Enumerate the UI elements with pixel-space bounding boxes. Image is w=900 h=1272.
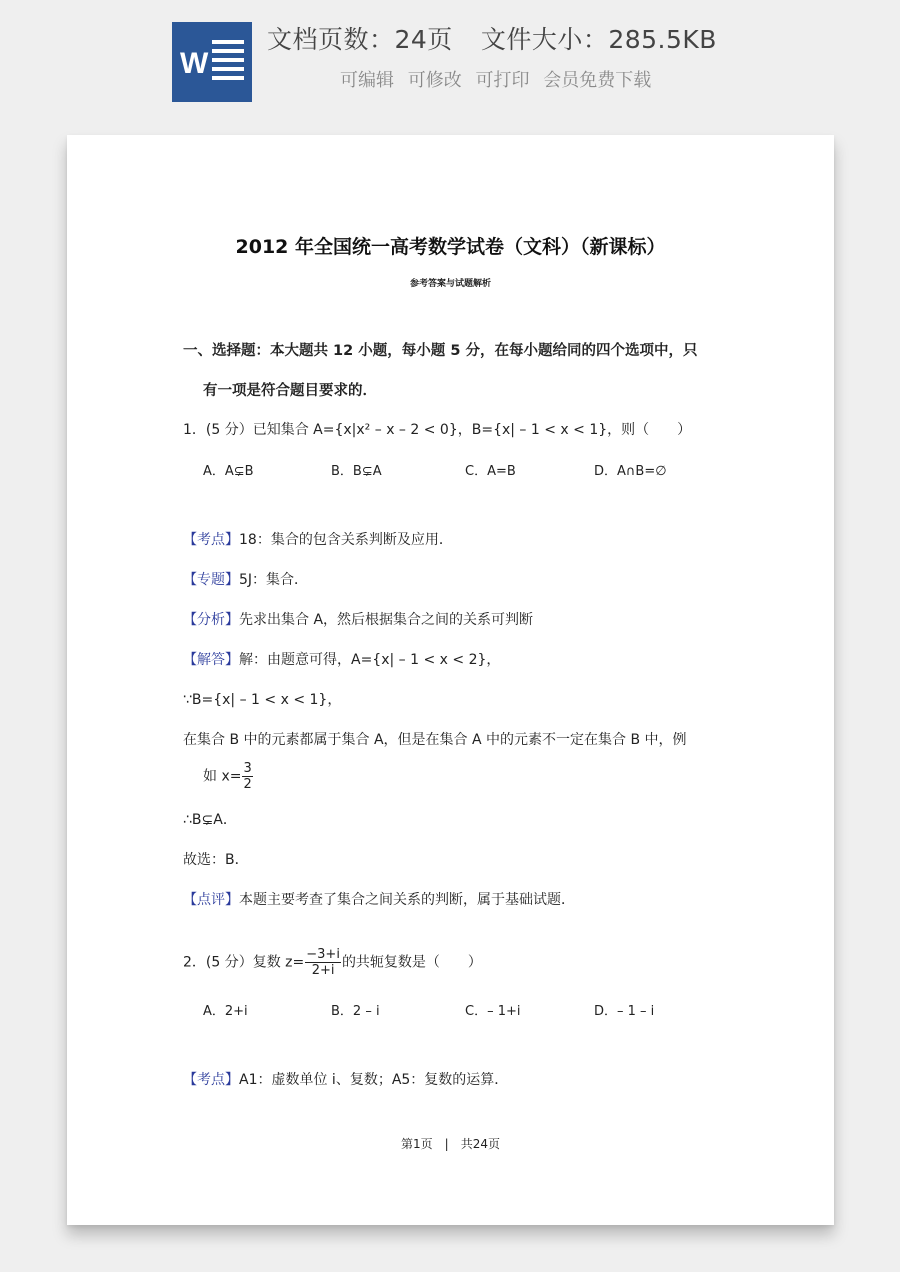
question-1-option-d: D．A∩B=∅ — [594, 464, 667, 479]
document-subtitle: 参考答案与试题解析 — [409, 279, 491, 289]
q1-example-fraction — [242, 761, 252, 792]
page-count: 文档页数：24页 — [267, 25, 453, 54]
question-2-option-c: C．– 1+i — [465, 1004, 521, 1019]
kaodian-text: A1：虚数单位 i、复数；A5：复数的运算． — [239, 1072, 509, 1088]
question-2-option-d: D．– 1 – i — [594, 1004, 655, 1019]
zhuanti-tag: 【专题】 — [183, 572, 239, 588]
fraction-denominator: 2+i — [311, 963, 335, 978]
question-1-stem: 1．(5 分）已知集合 A={x|x² – x – 2 < 0}，B={x| – 1 < x < 1}，则（ ） — [183, 422, 692, 438]
feature-editable: 可编辑 — [340, 70, 394, 91]
q1-example-prefix: 如 x= — [203, 768, 242, 785]
q1-solution-line-e: ∴B⊊A． — [183, 812, 237, 828]
word-document-icon — [172, 22, 252, 102]
q2-stem-prefix: 2．(5 分）复数 z= — [183, 954, 305, 971]
jieda-text: 解：由题意可得，A={x| – 1 < x < 2}， — [239, 652, 501, 668]
feature-modifiable: 可修改 — [407, 70, 462, 91]
q1-solution-line-c: 在集合 B 中的元素都属于集合 A，但是在集合 A 中的元素不一定在集合 B 中，例 — [183, 732, 687, 748]
jieda-tag: 【解答】 — [183, 652, 239, 668]
zhuanti-text: 5J：集合． — [239, 572, 309, 588]
feature-list — [340, 66, 659, 92]
q1-solution-line-f: 故选：B． — [183, 852, 249, 868]
page-indicator: 第1页 | 共24页 — [401, 1137, 500, 1151]
dianping-tag: 【点评】 — [183, 892, 239, 908]
fenxi-text: 先求出集合 A，然后根据集合之间的关系可判断 — [239, 612, 534, 628]
document-title: 2012 年全国统一高考数学试卷（文科）（新课标） — [235, 236, 666, 258]
question-1-option-c: C．A=B — [465, 464, 516, 479]
q1-solution-line-d — [203, 761, 254, 792]
file-size: 文件大小：285.5KB — [480, 25, 717, 54]
q1-jieda — [183, 649, 500, 669]
question-1-option-a: A．A⊊B — [203, 464, 254, 479]
q1-fenxi — [183, 609, 533, 629]
q1-kaodian — [183, 529, 453, 549]
q1-zhuanti — [183, 569, 308, 589]
word-icon-letter: W — [180, 47, 209, 80]
kaodian-tag: 【考点】 — [183, 532, 239, 548]
q1-solution-line-b: ∵B={x| – 1 < x < 1}， — [183, 692, 342, 708]
word-icon-lines — [212, 40, 244, 85]
dianping-text: 本题主要考查了集合之间关系的判断，属于基础试题． — [239, 892, 575, 908]
section-heading: 一、选择题：本大题共 12 小题，每小题 5 分，在每小题给同的四个选项中，只 — [183, 343, 698, 359]
fenxi-tag: 【分析】 — [183, 612, 239, 628]
document-page — [67, 135, 834, 1225]
q2-kaodian — [183, 1069, 508, 1089]
feature-member-download: 会员免费下载 — [543, 70, 652, 91]
question-2-option-a: A．2+i — [203, 1004, 248, 1019]
q2-stem-suffix: 的共轭复数是（ ） — [341, 954, 482, 971]
feature-printable: 可打印 — [475, 70, 530, 91]
q2-fraction — [305, 947, 341, 978]
kaodian-tag: 【考点】 — [183, 1072, 239, 1088]
document-stats — [267, 20, 717, 56]
kaodian-text: 18：集合的包含关系判断及应用． — [239, 532, 453, 548]
q1-dianping — [183, 889, 575, 909]
question-2-option-b: B．2 – i — [331, 1004, 380, 1019]
fraction-numerator: −3+i — [306, 947, 340, 962]
question-2-stem — [183, 947, 482, 978]
fraction-denominator: 2 — [243, 777, 252, 792]
section-heading-continued: 有一项是符合题目要求的． — [203, 383, 377, 399]
question-1-option-b: B．B⊊A — [331, 464, 382, 479]
fraction-numerator: 3 — [243, 761, 252, 776]
